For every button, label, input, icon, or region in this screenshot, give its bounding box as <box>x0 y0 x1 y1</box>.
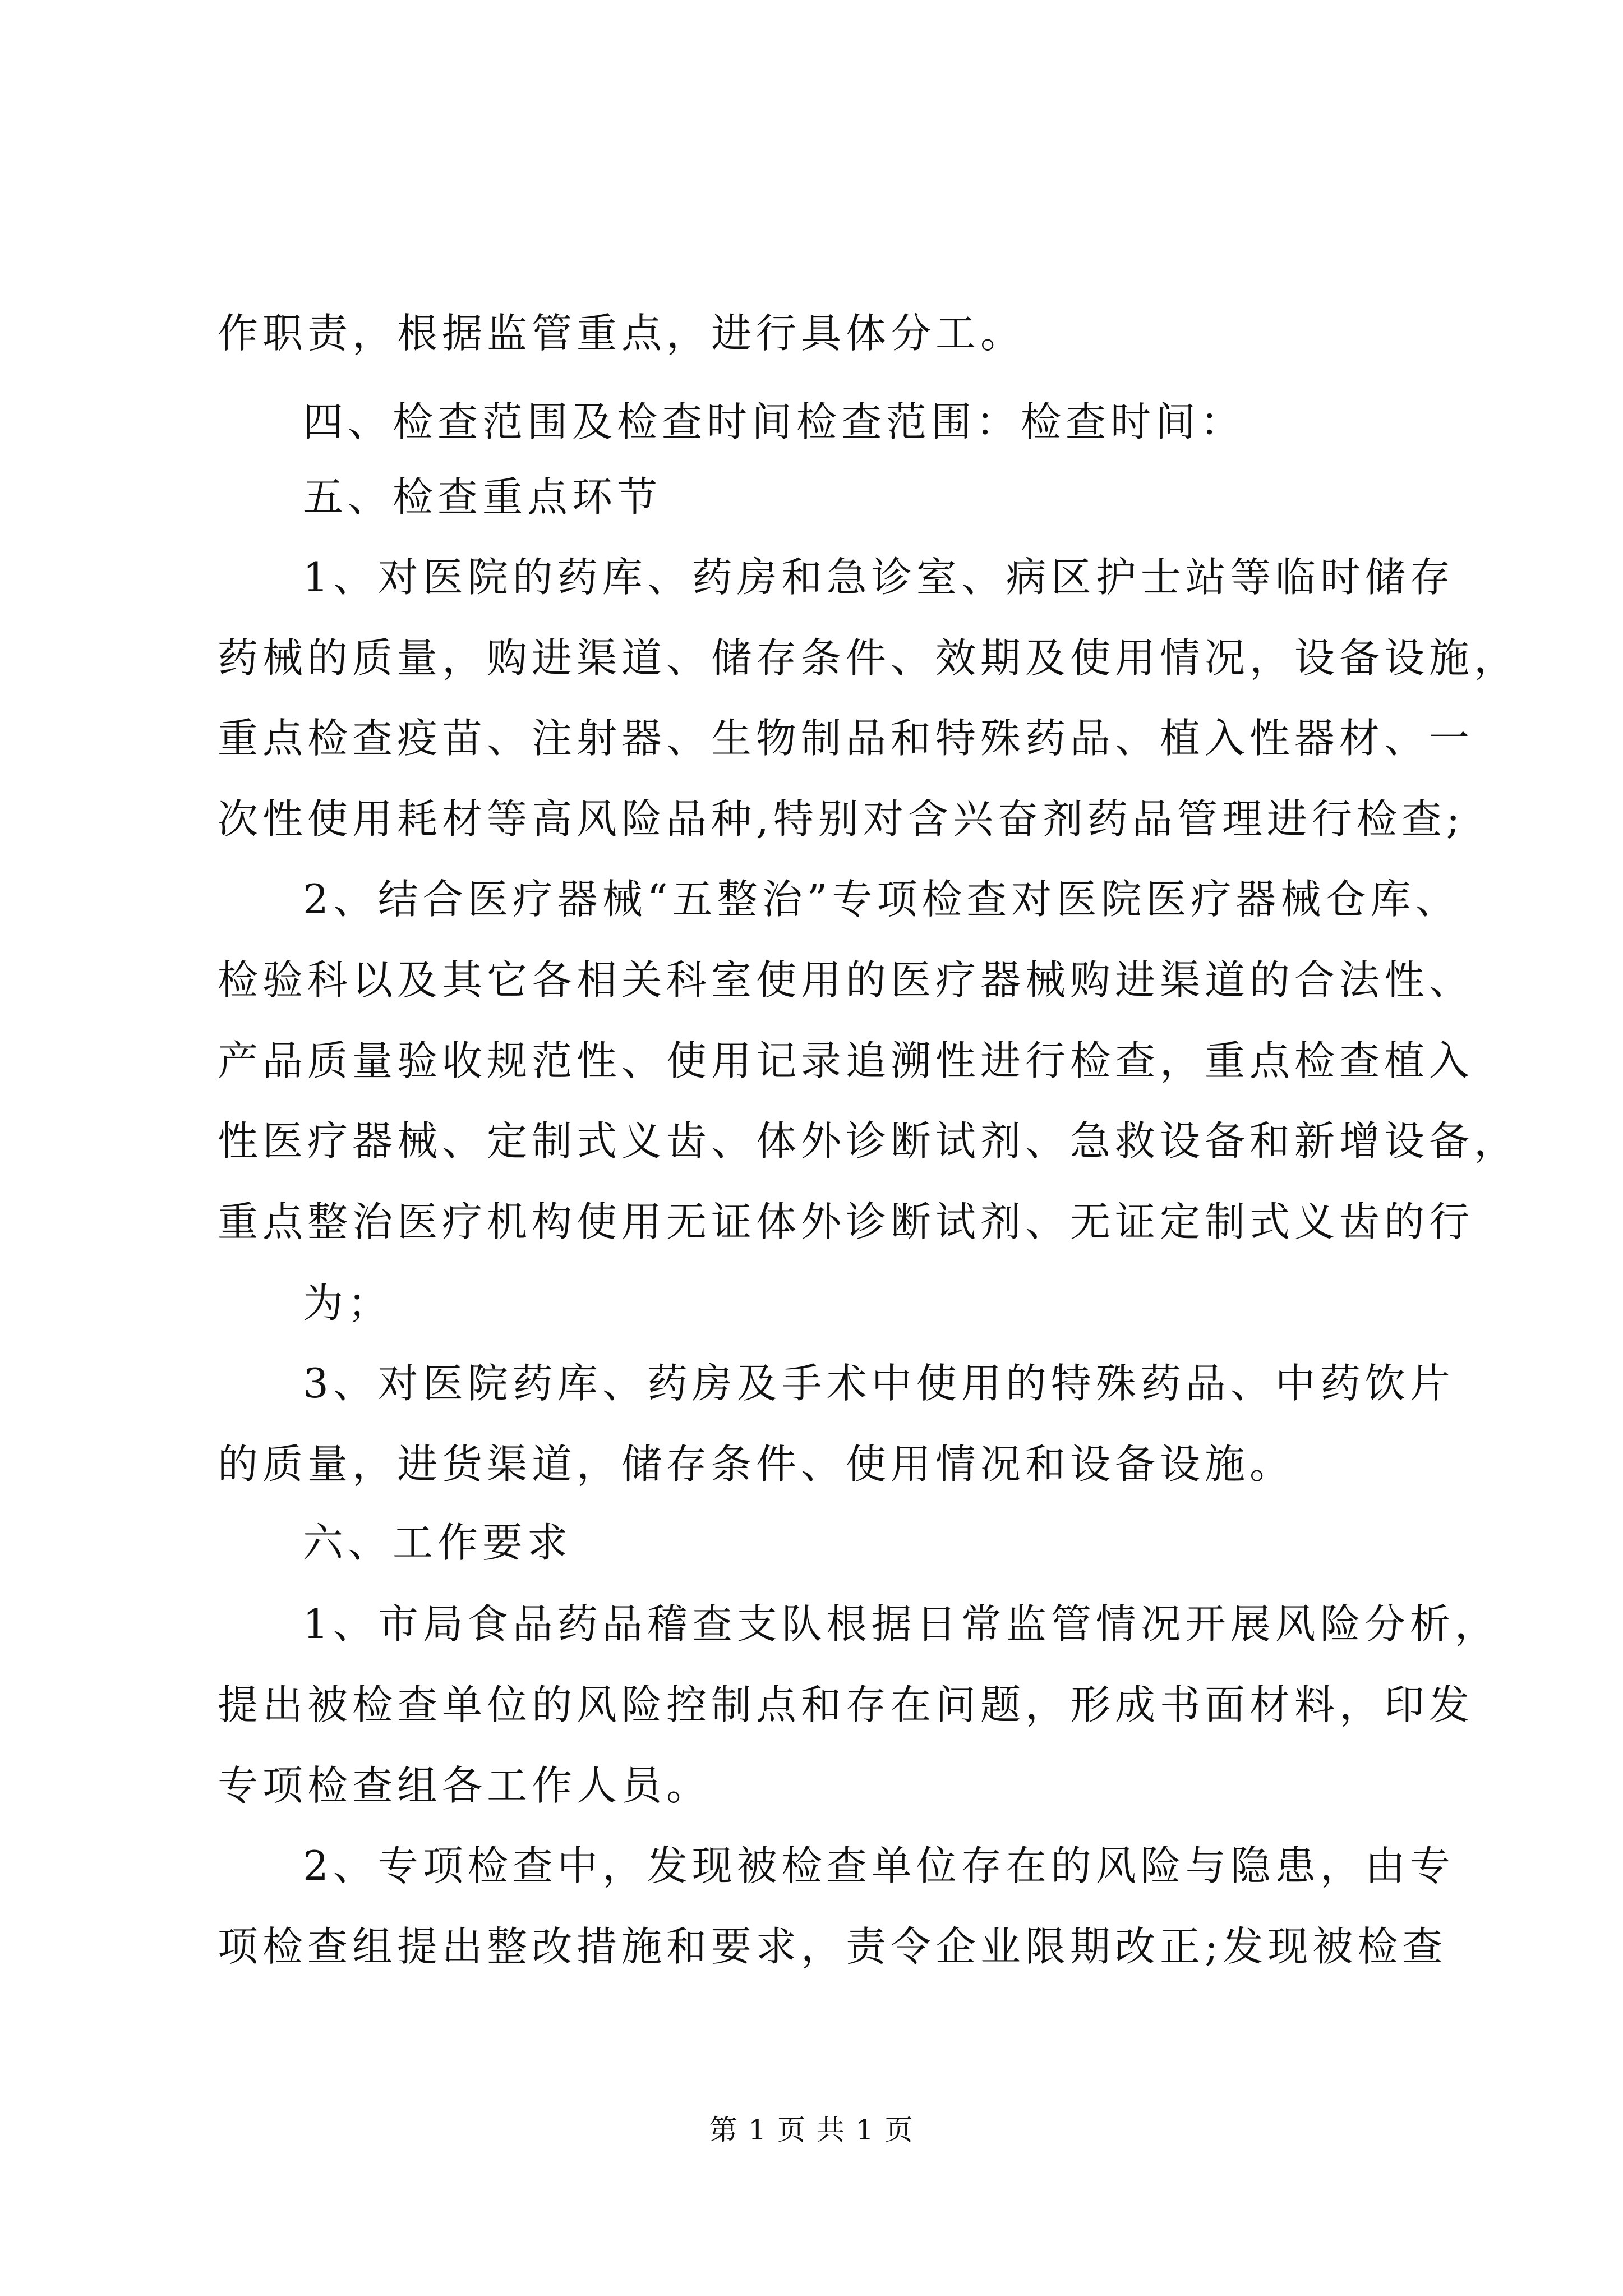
text-line: 作职责，根据监管重点，进行具体分工。 <box>218 310 1026 357</box>
text-line: 性医疗器械、定制式义齿、体外诊断试剂、急救设备和新增设备， <box>218 1117 1519 1165</box>
text-line: 2、专项检查中，发现被检查单位存在的风险与隐患，由专 <box>303 1842 1455 1889</box>
text-line: 产品质量验收规范性、使用记录追溯性进行检查，重点检查植入 <box>218 1037 1474 1084</box>
text-line: 1、市局食品药品稽查支队根据日常监管情况开展风险分析， <box>303 1600 1500 1648</box>
text-line: 专项检查组各工作人员。 <box>218 1762 712 1809</box>
text-line: 次性使用耗材等高风险品种,特别对含兴奋剂药品管理进行检查; <box>218 795 1465 843</box>
text-line: 检验科以及其它各相关科室使用的医疗器械购进渠道的合法性、 <box>218 956 1474 1004</box>
section-heading: 六、工作要求 <box>303 1519 573 1566</box>
text-line: 项检查组提出整改措施和要求，责令企业限期改正;发现被检查 <box>218 1923 1447 1970</box>
text-line: 药械的质量，购进渠道、储存条件、效期及使用情况，设备设施， <box>218 634 1519 682</box>
section-heading: 四、检查范围及检查时间检查范围：检查时间： <box>303 398 1246 445</box>
text-line: 的质量，进货渠道，储存条件、使用情况和设备设施。 <box>218 1441 1295 1488</box>
text-line: 重点整治医疗机构使用无证体外诊断试剂、无证定制式义齿的行 <box>218 1198 1474 1245</box>
text-line: 1、对医院的药库、药房和急诊室、病区护士站等临时储存 <box>303 554 1455 601</box>
text-line: 为； <box>303 1280 393 1327</box>
section-heading: 五、检查重点环节 <box>303 473 662 521</box>
text-line: 2、结合医疗器械“五整治”专项检查对医院医疗器械仓库、 <box>303 876 1460 923</box>
text-line: 3、对医院药库、药房及手术中使用的特殊药品、中药饮片 <box>303 1360 1455 1407</box>
text-line: 重点检查疫苗、注射器、生物制品和特殊药品、植入性器材、一 <box>218 715 1474 762</box>
page-footer: 第 1 页 共 1 页 <box>709 2114 914 2146</box>
text-line: 提出被检查单位的风险控制点和存在问题，形成书面材料，印发 <box>218 1681 1474 1728</box>
